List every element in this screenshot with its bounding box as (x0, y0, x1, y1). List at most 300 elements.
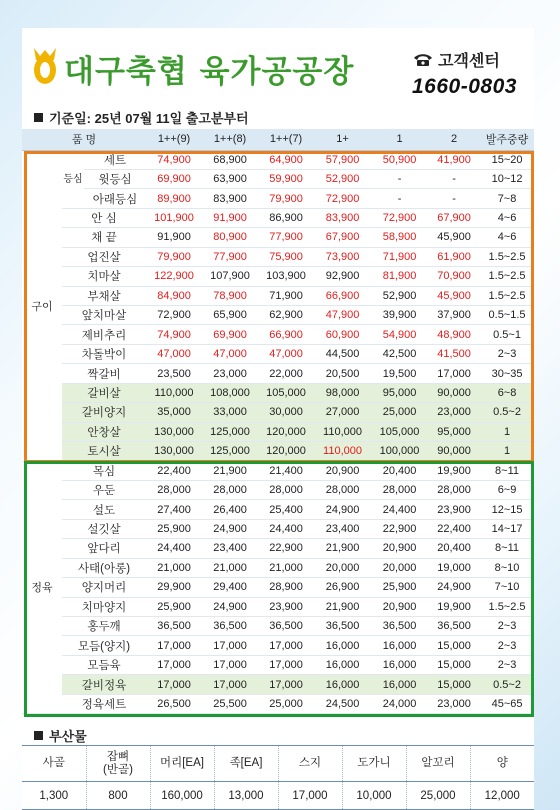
order-weight-cell: 15~20 (480, 150, 534, 169)
order-weight-cell: 1.5~2.5 (480, 247, 534, 266)
price-cell: 28,000 (258, 480, 314, 499)
table-row (22, 267, 534, 286)
price-cell: 23,000 (202, 364, 258, 383)
price-cell: 67,900 (428, 208, 480, 227)
price-cell: 78,900 (202, 286, 258, 305)
order-weight-cell: 1.5~2.5 (480, 597, 534, 616)
price-cell: 41,900 (428, 150, 480, 169)
customer-center-label: 고객센터 (438, 53, 500, 70)
price-cell: 48,900 (428, 325, 480, 344)
table-row (22, 617, 534, 636)
price-cell: 79,900 (258, 189, 314, 208)
price-cell: 19,500 (371, 364, 428, 383)
product-name: 짝갈비 (62, 364, 146, 383)
price-cell: 20,000 (314, 558, 371, 577)
product-name: 앞치마살 (62, 306, 146, 325)
table-row (22, 403, 534, 422)
order-weight-cell: 30~35 (480, 364, 534, 383)
order-weight-cell: 2~3 (480, 655, 534, 674)
table-row (22, 364, 534, 383)
order-weight-cell: 6~9 (480, 480, 534, 499)
product-name: 갈비양지 (62, 403, 146, 422)
price-cell: 22,900 (258, 539, 314, 558)
price-cell: 81,900 (371, 267, 428, 286)
price-cell: 28,000 (428, 480, 480, 499)
table-row (22, 578, 534, 597)
header (22, 36, 534, 96)
product-name: 치마양지 (62, 597, 146, 616)
price-cell: 89,900 (146, 189, 202, 208)
price-cell: - (371, 189, 428, 208)
price-cell: 15,000 (428, 636, 480, 655)
col-header-grade: 1+ (314, 129, 371, 150)
byproducts-heading (34, 726, 87, 745)
price-cell: 23,400 (314, 519, 371, 538)
product-name: 안창살 (62, 422, 146, 441)
order-weight-cell: 8~11 (480, 539, 534, 558)
price-cell: 24,400 (371, 500, 428, 519)
order-weight-cell: 4~6 (480, 208, 534, 227)
price-cell: 83,900 (202, 189, 258, 208)
order-weight-cell: 2~3 (480, 636, 534, 655)
table-row (22, 344, 534, 363)
price-cell: 21,900 (314, 539, 371, 558)
price-cell: 21,400 (258, 461, 314, 480)
price-cell: 39,900 (371, 306, 428, 325)
price-cell: 28,000 (314, 480, 371, 499)
price-cell: 17,000 (258, 655, 314, 674)
price-cell: 90,000 (428, 442, 480, 461)
order-weight-cell: 10~12 (480, 169, 534, 188)
price-cell: 22,400 (428, 519, 480, 538)
table-row (22, 422, 534, 441)
table-row (22, 597, 534, 616)
price-cell: 29,900 (146, 578, 202, 597)
price-cell: 58,900 (371, 228, 428, 247)
price-cell: 17,000 (146, 675, 202, 694)
byproducts-title: 부산물 (49, 729, 87, 744)
brand-logo-icon (30, 46, 60, 86)
price-cell: 130,000 (146, 442, 202, 461)
table-row (22, 461, 534, 480)
price-cell: 17,000 (428, 364, 480, 383)
col-header-grade: 1++(8) (202, 129, 258, 150)
price-cell: 27,400 (146, 500, 202, 519)
price-cell: 72,900 (146, 306, 202, 325)
price-cell: 67,900 (314, 228, 371, 247)
byproduct-header: 알꼬리 (406, 746, 470, 782)
price-table-header (22, 129, 534, 150)
price-cell: 57,900 (314, 150, 371, 169)
price-cell: 100,000 (371, 442, 428, 461)
customer-center-label-row (412, 48, 532, 71)
order-weight-cell: 1 (480, 442, 534, 461)
price-cell: 23,400 (202, 539, 258, 558)
price-cell: 27,000 (314, 403, 371, 422)
base-date-heading (34, 108, 249, 127)
col-header-weight: 발주중량 (480, 129, 534, 150)
byproduct-price: 10,000 (342, 782, 406, 810)
table-row (22, 480, 534, 499)
price-cell: 24,000 (371, 694, 428, 713)
price-cell: 91,900 (146, 228, 202, 247)
byproduct-header: 사골 (22, 746, 86, 782)
price-cell: 36,500 (202, 617, 258, 636)
table-row (22, 189, 534, 208)
price-cell: 47,000 (202, 344, 258, 363)
price-cell: 17,000 (202, 636, 258, 655)
price-cell: 47,000 (146, 344, 202, 363)
byproduct-price: 13,000 (214, 782, 278, 810)
price-cell: 23,500 (146, 364, 202, 383)
price-cell: 92,900 (314, 267, 371, 286)
price-cell: 20,400 (371, 461, 428, 480)
price-cell: 26,400 (202, 500, 258, 519)
price-cell: 28,000 (202, 480, 258, 499)
price-cell: 44,500 (314, 344, 371, 363)
byproduct-price: 17,000 (278, 782, 342, 810)
product-name: 윗등심 (84, 169, 146, 188)
price-cell: 24,400 (258, 519, 314, 538)
byproduct-header: 양 (470, 746, 534, 782)
price-cell: 28,000 (146, 480, 202, 499)
product-name: 목심 (62, 461, 146, 480)
price-cell: 37,900 (428, 306, 480, 325)
table-row (22, 150, 534, 169)
price-cell: 24,900 (202, 519, 258, 538)
order-weight-cell: 0.5~2 (480, 675, 534, 694)
byproduct-price: 800 (86, 782, 150, 810)
table-row (22, 655, 534, 674)
price-cell: 20,500 (314, 364, 371, 383)
product-name: 세트 (84, 150, 146, 169)
byproduct-price: 12,000 (470, 782, 534, 810)
price-cell: 21,900 (202, 461, 258, 480)
product-name: 우둔 (62, 480, 146, 499)
price-cell: 73,900 (314, 247, 371, 266)
byproducts-value-row (22, 782, 534, 810)
price-cell: 122,900 (146, 267, 202, 286)
price-cell: 19,900 (428, 461, 480, 480)
price-cell: 23,900 (428, 500, 480, 519)
price-cell: 65,900 (202, 306, 258, 325)
table-row (22, 306, 534, 325)
price-cell: 72,900 (314, 189, 371, 208)
price-cell: 60,900 (314, 325, 371, 344)
byproduct-header: 도가니 (342, 746, 406, 782)
order-weight-cell: 2~3 (480, 344, 534, 363)
price-cell: 80,900 (202, 228, 258, 247)
price-cell: 68,900 (202, 150, 258, 169)
price-cell: 19,900 (428, 597, 480, 616)
bullet-square-icon (34, 113, 43, 122)
price-cell: 66,900 (258, 325, 314, 344)
product-name: 설깃살 (62, 519, 146, 538)
table-row (22, 247, 534, 266)
price-cell: 86,900 (258, 208, 314, 227)
price-cell: 16,000 (314, 675, 371, 694)
price-cell: 45,900 (428, 286, 480, 305)
subgroup-label-sirloin: 등심 (62, 150, 84, 208)
price-cell: 74,900 (146, 325, 202, 344)
price-cell: 52,900 (314, 169, 371, 188)
table-row (22, 558, 534, 577)
price-cell: 16,000 (314, 655, 371, 674)
price-cell: 16,000 (371, 675, 428, 694)
price-cell: 23,000 (428, 694, 480, 713)
price-cell: 22,000 (258, 364, 314, 383)
price-cell: 24,900 (314, 500, 371, 519)
price-cell: 24,400 (146, 539, 202, 558)
table-row (22, 228, 534, 247)
byproduct-header: 잡뼈 (반골) (86, 746, 150, 782)
table-row (22, 169, 534, 188)
price-cell: 20,900 (371, 597, 428, 616)
product-name: 모듬(양지) (62, 636, 146, 655)
product-name: 사태(아롱) (62, 558, 146, 577)
order-weight-cell: 7~8 (480, 189, 534, 208)
price-cell: 24,900 (202, 597, 258, 616)
price-cell: 103,900 (258, 267, 314, 286)
price-cell: 21,900 (314, 597, 371, 616)
price-cell: 54,900 (371, 325, 428, 344)
bullet-square-icon (34, 731, 43, 740)
price-cell: 26,500 (146, 694, 202, 713)
price-cell: 16,000 (314, 636, 371, 655)
price-cell: 17,000 (202, 655, 258, 674)
base-date-text: 기준일: 25년 07월 11일 출고분부터 (49, 111, 249, 126)
product-name: 갈비살 (62, 383, 146, 402)
product-name: 앞다리 (62, 539, 146, 558)
price-cell: 62,900 (258, 306, 314, 325)
price-cell: 24,900 (428, 578, 480, 597)
price-cell: 77,900 (202, 247, 258, 266)
price-cell: 125,000 (202, 442, 258, 461)
price-cell: 120,000 (258, 442, 314, 461)
price-cell: 79,900 (146, 247, 202, 266)
price-cell: 41,500 (428, 344, 480, 363)
table-row (22, 519, 534, 538)
order-weight-cell: 8~11 (480, 461, 534, 480)
price-cell: 22,400 (146, 461, 202, 480)
price-cell: 22,900 (371, 519, 428, 538)
price-cell: - (428, 169, 480, 188)
price-cell: 75,900 (258, 247, 314, 266)
price-cell: 107,900 (202, 267, 258, 286)
order-weight-cell: 7~10 (480, 578, 534, 597)
price-cell: 36,500 (428, 617, 480, 636)
price-cell: 90,000 (428, 383, 480, 402)
product-name: 치마살 (62, 267, 146, 286)
col-header-grade: 1++(9) (146, 129, 202, 150)
price-cell: 83,900 (314, 208, 371, 227)
price-cell: 110,000 (314, 422, 371, 441)
byproducts-table (22, 745, 534, 810)
price-cell: 71,900 (371, 247, 428, 266)
price-cell: 72,900 (371, 208, 428, 227)
price-cell: 25,000 (258, 694, 314, 713)
order-weight-cell: 45~65 (480, 694, 534, 713)
table-row (22, 442, 534, 461)
price-cell: 95,000 (371, 383, 428, 402)
price-cell: 71,900 (258, 286, 314, 305)
group-label-gui: 구이 (22, 150, 62, 461)
col-header-name: 품 명 (22, 129, 146, 150)
col-header-grade: 1++(7) (258, 129, 314, 150)
price-cell: 30,000 (258, 403, 314, 422)
price-cell: 110,000 (146, 383, 202, 402)
price-cell: 70,900 (428, 267, 480, 286)
product-name: 양지머리 (62, 578, 146, 597)
price-cell: 69,900 (146, 169, 202, 188)
price-cell: 105,000 (258, 383, 314, 402)
price-cell: 24,500 (314, 694, 371, 713)
price-cell: 21,000 (146, 558, 202, 577)
price-sheet (22, 28, 534, 810)
phone-icon (412, 53, 434, 67)
price-cell: 17,000 (258, 675, 314, 694)
order-weight-cell: 0.5~2 (480, 403, 534, 422)
brand-name: 대구축협 육가공공장 (64, 54, 355, 90)
price-cell: 20,900 (371, 539, 428, 558)
product-name: 안 심 (62, 208, 146, 227)
price-cell: - (371, 169, 428, 188)
table-row (22, 500, 534, 519)
product-name: 설도 (62, 500, 146, 519)
price-cell: 23,000 (428, 403, 480, 422)
price-cell: 47,000 (258, 344, 314, 363)
order-weight-cell: 2~3 (480, 617, 534, 636)
table-row (22, 286, 534, 305)
price-cell: 33,000 (202, 403, 258, 422)
price-cell: 20,900 (314, 461, 371, 480)
product-name: 부채살 (62, 286, 146, 305)
table-row (22, 325, 534, 344)
price-cell: 15,000 (428, 655, 480, 674)
price-cell: 29,400 (202, 578, 258, 597)
customer-center-phone: 1660-0803 (412, 75, 517, 98)
table-row (22, 383, 534, 402)
price-cell: 28,900 (258, 578, 314, 597)
price-cell: 16,000 (371, 655, 428, 674)
price-cell: 35,000 (146, 403, 202, 422)
price-cell: 91,900 (202, 208, 258, 227)
price-cell: 120,000 (258, 422, 314, 441)
price-cell: 110,000 (314, 442, 371, 461)
price-cell: 25,900 (371, 578, 428, 597)
price-cell: 61,900 (428, 247, 480, 266)
price-cell: 28,000 (371, 480, 428, 499)
table-row (22, 675, 534, 694)
price-cell: 17,000 (258, 636, 314, 655)
order-weight-cell: 12~15 (480, 500, 534, 519)
product-name: 토시살 (62, 442, 146, 461)
byproduct-price: 1,300 (22, 782, 86, 810)
order-weight-cell: 1 (480, 422, 534, 441)
order-weight-cell: 8~10 (480, 558, 534, 577)
product-name: 갈비정육 (62, 675, 146, 694)
table-row (22, 636, 534, 655)
price-cell: 77,900 (258, 228, 314, 247)
price-cell: 125,000 (202, 422, 258, 441)
price-cell: 64,900 (258, 150, 314, 169)
product-name: 업진살 (62, 247, 146, 266)
price-cell: 17,000 (202, 675, 258, 694)
price-cell: 23,900 (258, 597, 314, 616)
price-cell: 25,900 (146, 597, 202, 616)
price-cell: 16,000 (371, 636, 428, 655)
price-cell: 20,400 (428, 539, 480, 558)
table-row (22, 539, 534, 558)
byproduct-header: 스지 (278, 746, 342, 782)
price-cell: 21,000 (258, 558, 314, 577)
order-weight-cell: 14~17 (480, 519, 534, 538)
product-name: 차돌박이 (62, 344, 146, 363)
col-header-grade: 1 (371, 129, 428, 150)
price-cell: 15,000 (428, 675, 480, 694)
order-weight-cell: 1.5~2.5 (480, 286, 534, 305)
price-cell: 42,500 (371, 344, 428, 363)
price-cell: 66,900 (314, 286, 371, 305)
product-name: 모듬육 (62, 655, 146, 674)
byproducts-header-row (22, 746, 534, 782)
price-cell: 59,900 (258, 169, 314, 188)
price-cell: 45,900 (428, 228, 480, 247)
price-cell: 47,900 (314, 306, 371, 325)
price-table (22, 129, 534, 714)
price-cell: 25,400 (258, 500, 314, 519)
price-cell: - (428, 189, 480, 208)
price-cell: 98,000 (314, 383, 371, 402)
price-cell: 130,000 (146, 422, 202, 441)
price-cell: 26,900 (314, 578, 371, 597)
price-cell: 25,500 (202, 694, 258, 713)
price-cell: 17,000 (146, 655, 202, 674)
price-cell: 36,500 (371, 617, 428, 636)
group-label-jeongyuk: 정육 (22, 461, 62, 714)
product-name: 아래등심 (84, 189, 146, 208)
byproduct-price: 25,000 (406, 782, 470, 810)
price-cell: 101,900 (146, 208, 202, 227)
order-weight-cell: 6~8 (480, 383, 534, 402)
customer-center (412, 48, 532, 99)
product-name: 채 끝 (62, 228, 146, 247)
price-cell: 36,500 (258, 617, 314, 636)
table-row (22, 694, 534, 713)
order-weight-cell: 0.5~1 (480, 325, 534, 344)
order-weight-cell: 1.5~2.5 (480, 267, 534, 286)
table-row (22, 208, 534, 227)
col-header-grade: 2 (428, 129, 480, 150)
byproduct-price: 160,000 (150, 782, 214, 810)
product-name: 정육세트 (62, 694, 146, 713)
price-cell: 105,000 (371, 422, 428, 441)
product-name: 홍두깨 (62, 617, 146, 636)
byproduct-header: 족[EA] (214, 746, 278, 782)
price-cell: 36,500 (146, 617, 202, 636)
price-cell: 84,900 (146, 286, 202, 305)
price-cell: 52,900 (371, 286, 428, 305)
price-cell: 17,000 (146, 636, 202, 655)
product-name: 제비추리 (62, 325, 146, 344)
order-weight-cell: 4~6 (480, 228, 534, 247)
price-cell: 19,000 (428, 558, 480, 577)
price-cell: 95,000 (428, 422, 480, 441)
price-cell: 69,900 (202, 325, 258, 344)
price-cell: 108,000 (202, 383, 258, 402)
price-cell: 50,900 (371, 150, 428, 169)
byproduct-header: 머리[EA] (150, 746, 214, 782)
